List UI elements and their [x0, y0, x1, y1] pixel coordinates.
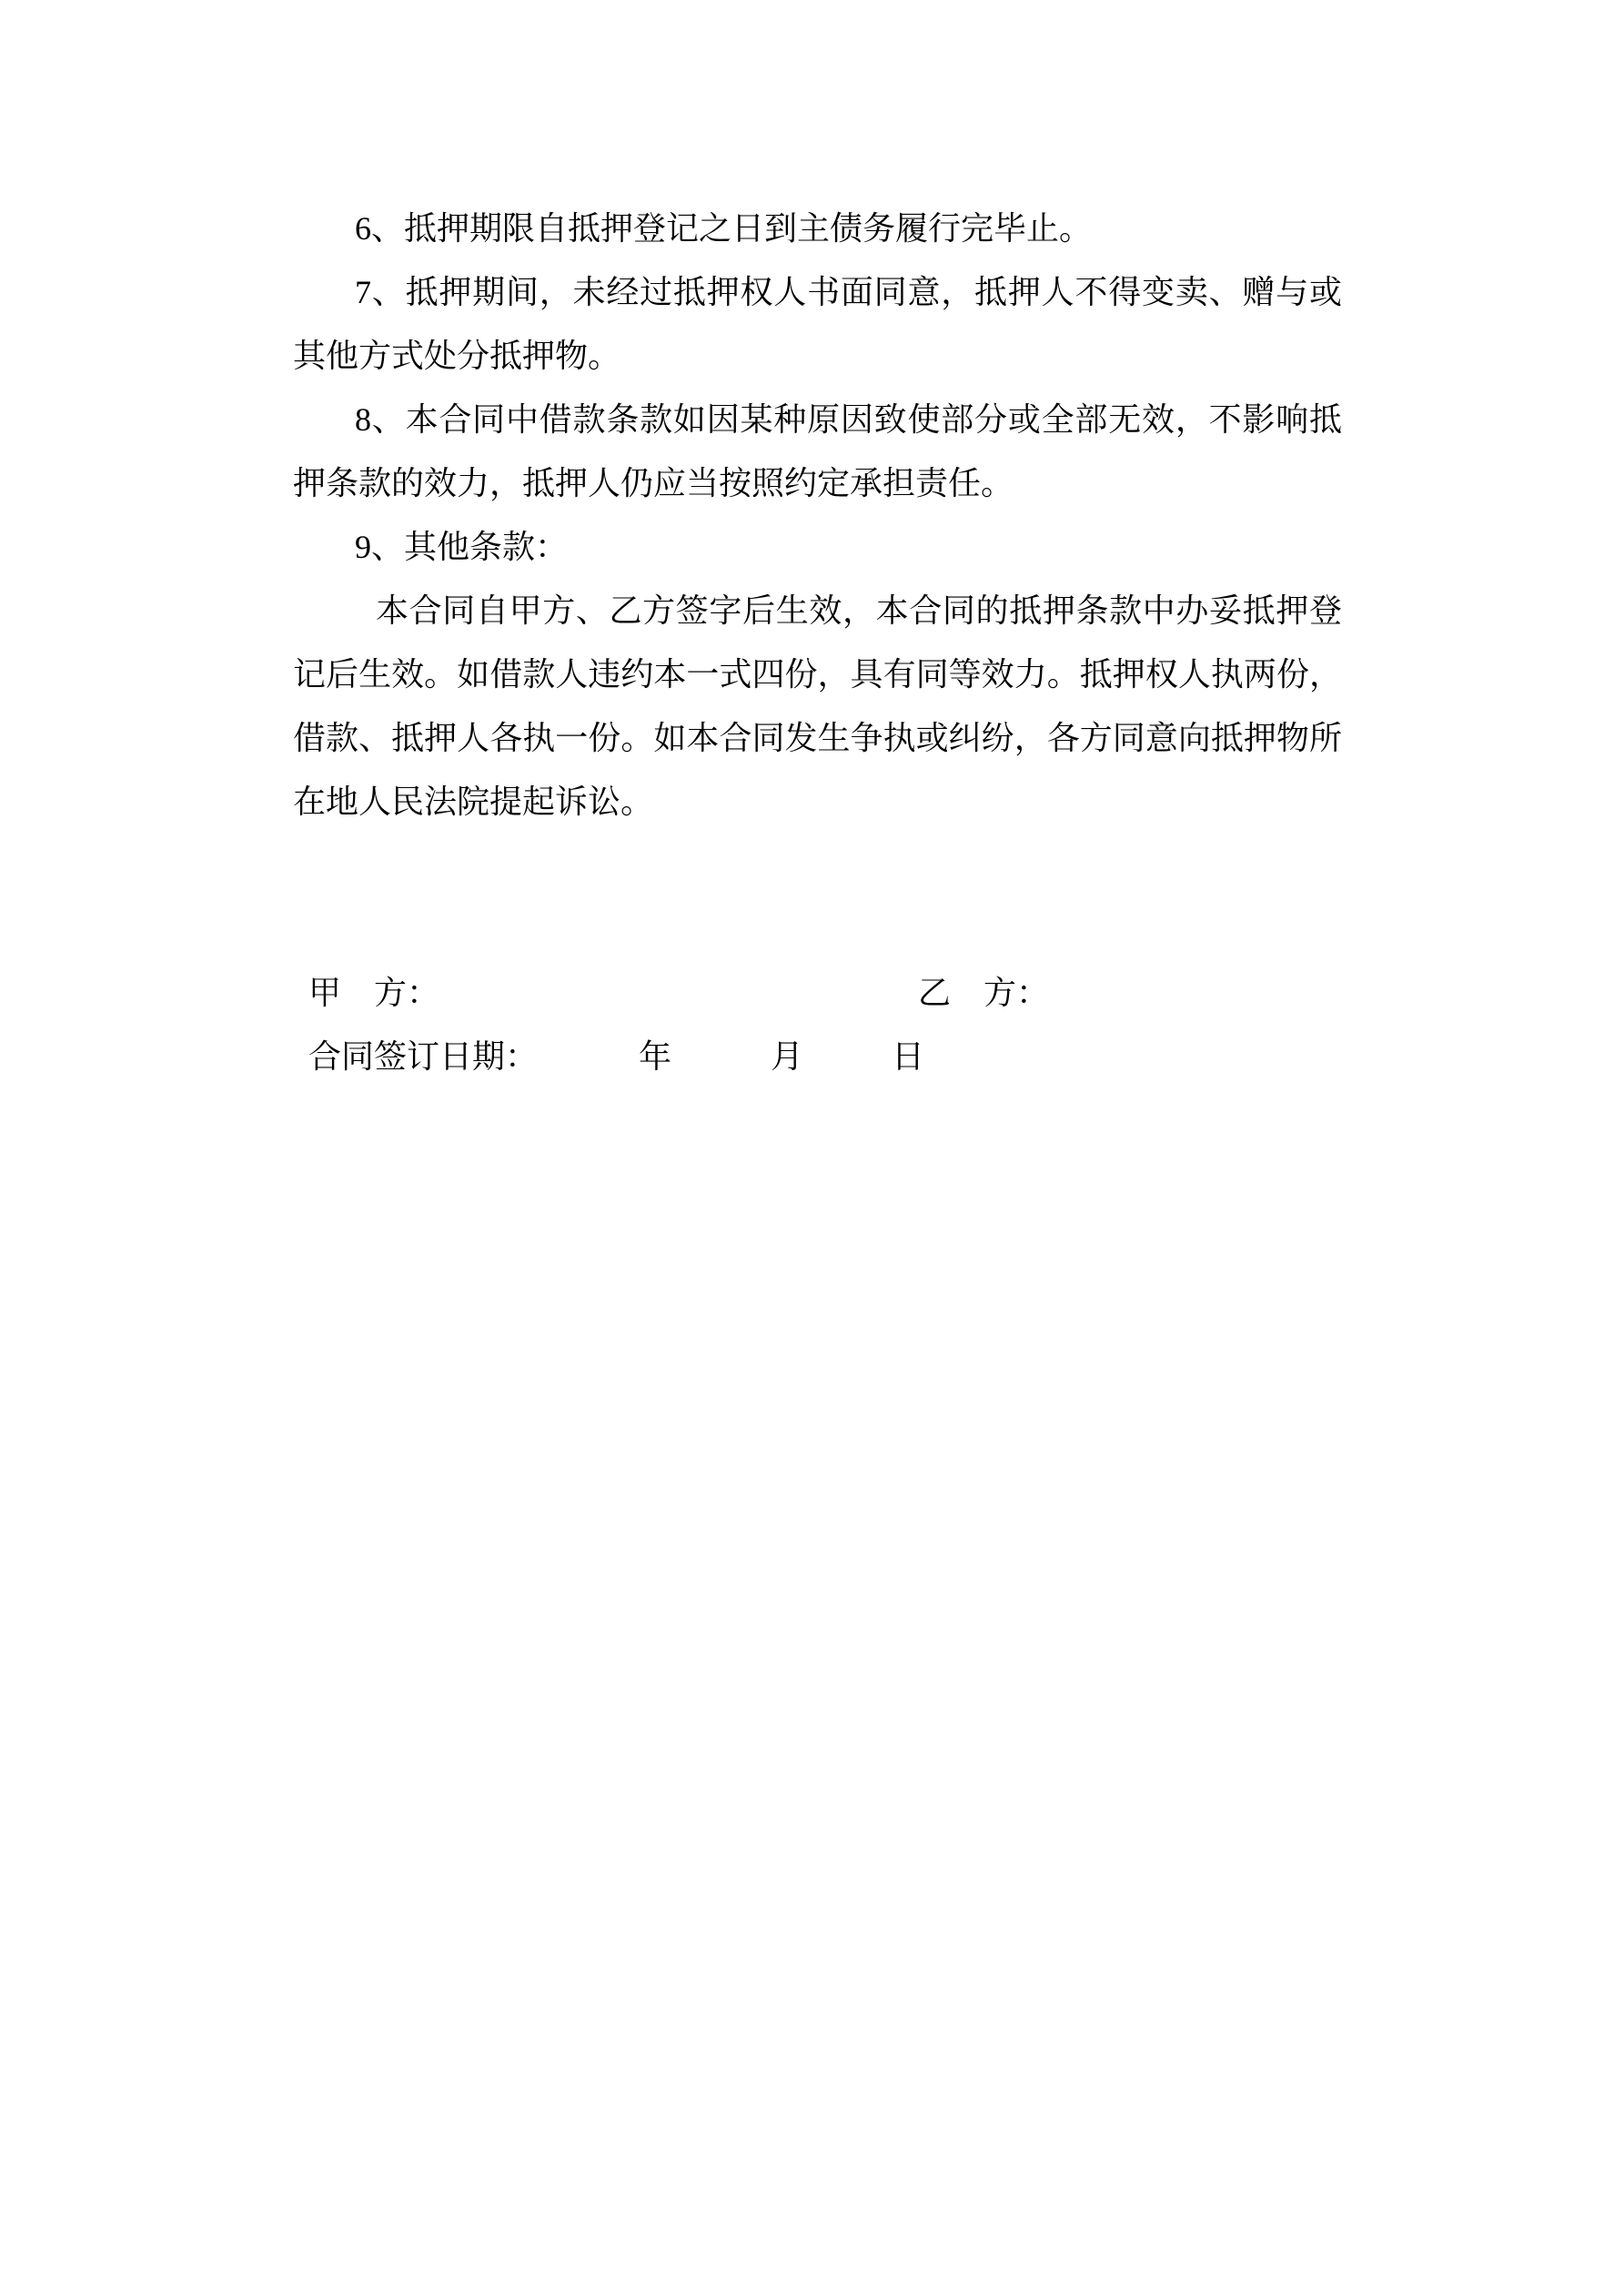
clause-6: 6、抵押期限自抵押登记之日到主债务履行完毕止。 [355, 210, 1093, 247]
signature-row [293, 961, 1342, 1025]
date-year-label: 年 [639, 1038, 672, 1075]
date-day-label: 日 [892, 1038, 925, 1075]
date-row [293, 1025, 1342, 1088]
party-b-label: 乙 方： [918, 975, 1050, 1011]
clause-9: 9、其他条款： [355, 529, 569, 565]
date-month-label: 月 [771, 1038, 804, 1075]
contract-body [293, 197, 1342, 1088]
party-a-label: 甲 方： [308, 975, 440, 1011]
contract-date-label: 合同签订日期： [308, 1038, 539, 1075]
vertical-gap [293, 834, 1342, 961]
clause-8: 8、本合同中借款条款如因某种原因致使部分或全部无效，不影响抵押条款的效力，抵押人仍应当按照约定承担责任。 [293, 401, 1342, 501]
clause-7: 7、抵押期间，未经过抵押权人书面同意，抵押人不得变卖、赠与或其他方式处分抵押物。 [293, 274, 1342, 374]
closing-paragraph: 本合同自甲方、乙方签字后生效，本合同的抵押条款中办妥抵押登记后生效。如借款人违约本一式四份，具有同等效力。抵押权人执两份，借款、抵押人各执一份。如本合同发生争执或纠纷，各方同意向抵押物所在地人民法院提起诉讼。 [293, 592, 1342, 820]
